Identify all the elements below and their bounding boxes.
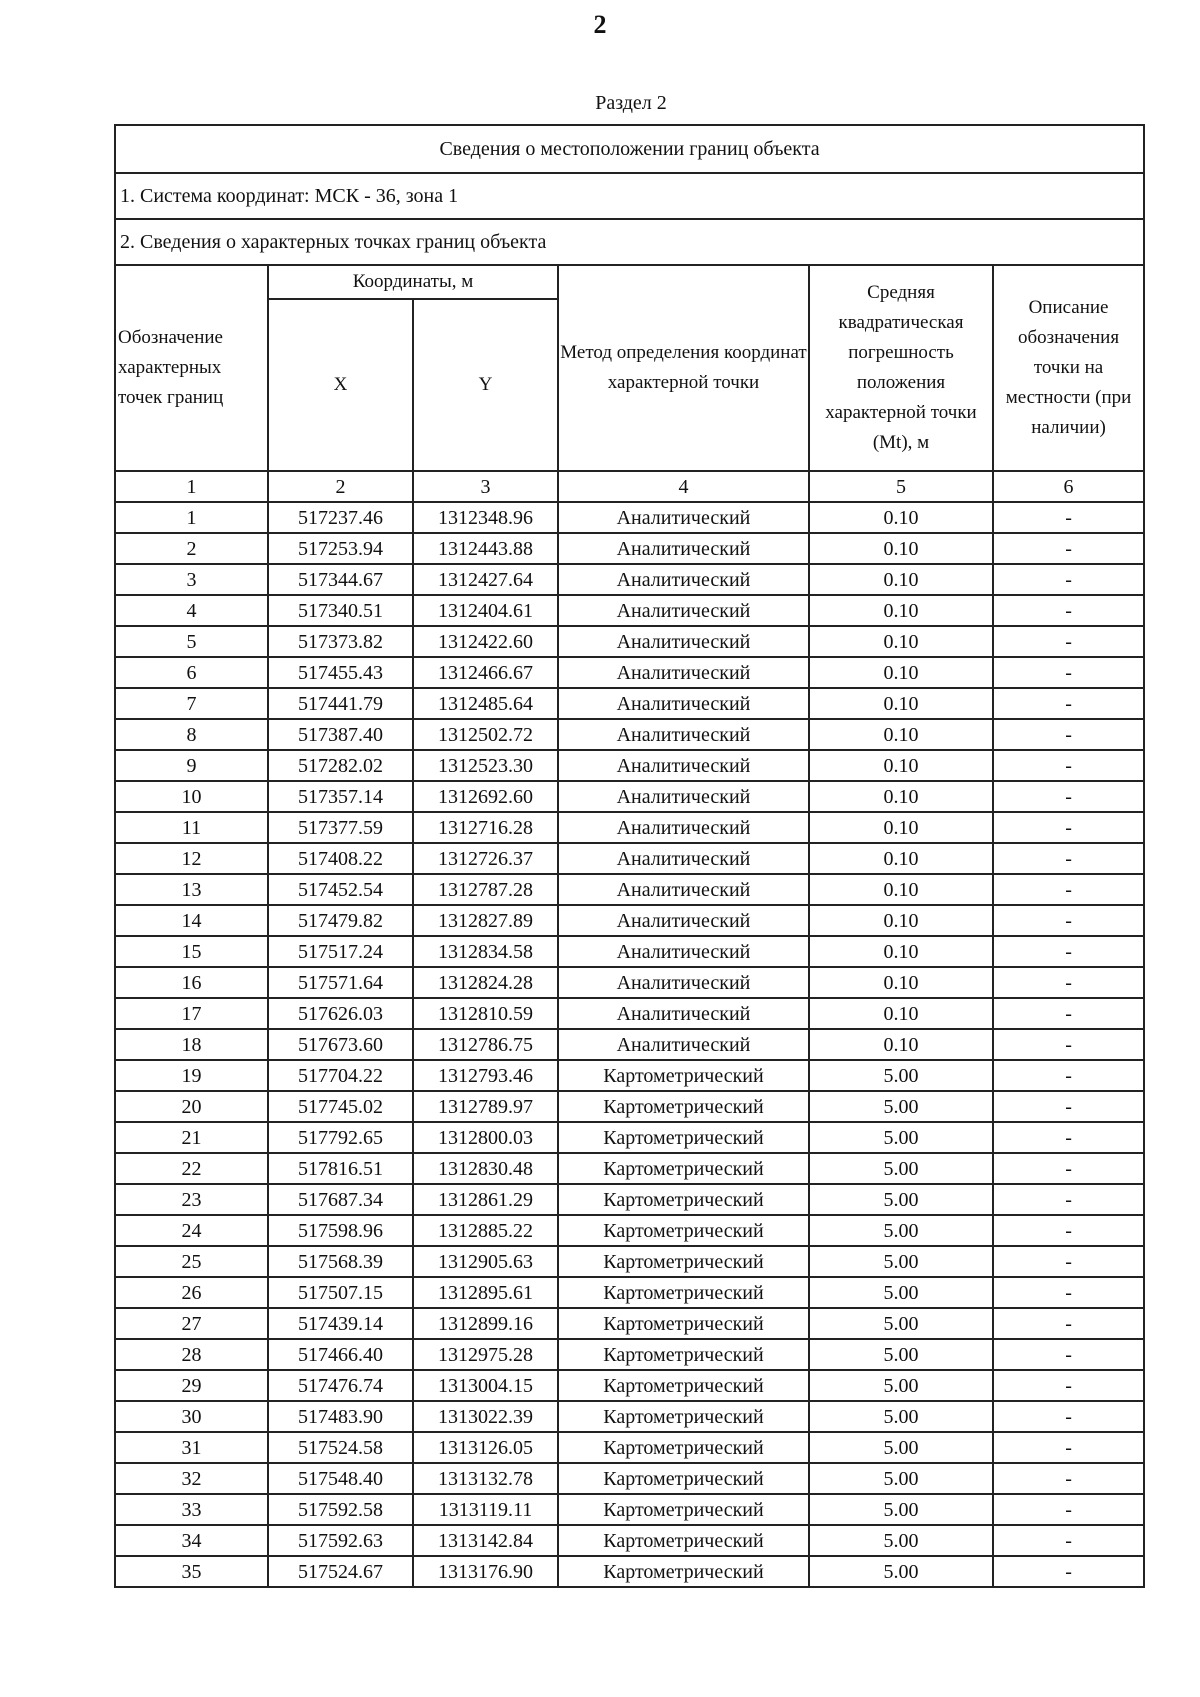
coord-y: 1312466.67 [413,657,558,688]
method: Картометрический [558,1463,809,1494]
description: - [993,1308,1144,1339]
error-mt: 0.10 [809,688,993,719]
description: - [993,1339,1144,1370]
table-row [115,688,1144,719]
coord-y: 1312786.75 [413,1029,558,1060]
error-mt: 0.10 [809,967,993,998]
error-mt: 5.00 [809,1370,993,1401]
point-number: 34 [115,1525,268,1556]
error-mt: 0.10 [809,719,993,750]
table-row [115,967,1144,998]
header-method: Метод определения координат характерной точки [558,265,809,471]
coord-x: 517387.40 [268,719,413,750]
error-mt: 0.10 [809,533,993,564]
description: - [993,1122,1144,1153]
error-mt: 5.00 [809,1494,993,1525]
error-mt: 0.10 [809,781,993,812]
method: Аналитический [558,1029,809,1060]
error-mt: 5.00 [809,1463,993,1494]
description: - [993,874,1144,905]
method: Аналитический [558,502,809,533]
point-number: 32 [115,1463,268,1494]
table-row [115,626,1144,657]
coord-x: 517626.03 [268,998,413,1029]
column-number: 1 [115,471,268,502]
coord-y: 1312895.61 [413,1277,558,1308]
coord-y: 1312834.58 [413,936,558,967]
point-number: 14 [115,905,268,936]
method: Аналитический [558,967,809,998]
coord-x: 517524.58 [268,1432,413,1463]
point-number: 13 [115,874,268,905]
description: - [993,781,1144,812]
table-row [115,1370,1144,1401]
point-number: 20 [115,1091,268,1122]
description: - [993,998,1144,1029]
method: Картометрический [558,1432,809,1463]
point-number: 11 [115,812,268,843]
coord-y: 1312793.46 [413,1060,558,1091]
error-mt: 0.10 [809,843,993,874]
point-number: 10 [115,781,268,812]
point-number: 33 [115,1494,268,1525]
error-mt: 5.00 [809,1339,993,1370]
method: Аналитический [558,998,809,1029]
table-row [115,1556,1144,1587]
coord-y: 1312905.63 [413,1246,558,1277]
table-row [115,657,1144,688]
coord-x: 517568.39 [268,1246,413,1277]
method: Аналитический [558,750,809,781]
coord-y: 1312716.28 [413,812,558,843]
method: Аналитический [558,719,809,750]
point-number: 4 [115,595,268,626]
error-mt: 5.00 [809,1556,993,1587]
error-mt: 5.00 [809,1091,993,1122]
description: - [993,1029,1144,1060]
header-error: Средняя квадратическая погрешность положения характерной точки (Mt), м [809,265,993,471]
point-number: 7 [115,688,268,719]
coord-x: 517479.82 [268,905,413,936]
coord-y: 1313176.90 [413,1556,558,1587]
table-row [115,1525,1144,1556]
error-mt: 0.10 [809,874,993,905]
table-row [115,1215,1144,1246]
description: - [993,1370,1144,1401]
description: - [993,1184,1144,1215]
error-mt: 0.10 [809,812,993,843]
table-row [115,533,1144,564]
column-number: 4 [558,471,809,502]
method: Картометрический [558,1556,809,1587]
error-mt: 0.10 [809,905,993,936]
table-row [115,750,1144,781]
coord-y: 1312975.28 [413,1339,558,1370]
method: Картометрический [558,1122,809,1153]
error-mt: 5.00 [809,1060,993,1091]
point-number: 5 [115,626,268,657]
table-row [115,905,1144,936]
method: Аналитический [558,595,809,626]
error-mt: 5.00 [809,1525,993,1556]
description: - [993,595,1144,626]
description: - [993,967,1144,998]
coord-x: 517507.15 [268,1277,413,1308]
coord-y: 1312861.29 [413,1184,558,1215]
coord-y: 1312810.59 [413,998,558,1029]
error-mt: 5.00 [809,1122,993,1153]
point-number: 2 [115,533,268,564]
coord-y: 1312824.28 [413,967,558,998]
description: - [993,564,1144,595]
coord-y: 1313119.11 [413,1494,558,1525]
error-mt: 0.10 [809,502,993,533]
description: - [993,1494,1144,1525]
coord-y: 1312404.61 [413,595,558,626]
coord-x: 517687.34 [268,1184,413,1215]
header-y: Y [413,299,558,471]
coord-x: 517792.65 [268,1122,413,1153]
point-number: 35 [115,1556,268,1587]
coord-y: 1313142.84 [413,1525,558,1556]
coord-y: 1313132.78 [413,1463,558,1494]
method: Картометрический [558,1153,809,1184]
column-number: 3 [413,471,558,502]
coord-y: 1312885.22 [413,1215,558,1246]
description: - [993,626,1144,657]
coord-x: 517524.67 [268,1556,413,1587]
column-number-row [115,471,1144,502]
coord-y: 1313022.39 [413,1401,558,1432]
point-number: 23 [115,1184,268,1215]
table-row [115,1184,1144,1215]
description: - [993,750,1144,781]
point-number: 21 [115,1122,268,1153]
error-mt: 5.00 [809,1432,993,1463]
error-mt: 5.00 [809,1153,993,1184]
description: - [993,1215,1144,1246]
description: - [993,533,1144,564]
table-row [115,936,1144,967]
coord-y: 1312830.48 [413,1153,558,1184]
method: Картометрический [558,1525,809,1556]
table-row [115,1091,1144,1122]
point-number: 17 [115,998,268,1029]
coord-y: 1312502.72 [413,719,558,750]
coord-x: 517282.02 [268,750,413,781]
method: Аналитический [558,533,809,564]
method: Картометрический [558,1370,809,1401]
coord-y: 1312827.89 [413,905,558,936]
error-mt: 0.10 [809,564,993,595]
coord-x: 517466.40 [268,1339,413,1370]
coord-x: 517816.51 [268,1153,413,1184]
description: - [993,1060,1144,1091]
description: - [993,1277,1144,1308]
coord-x: 517598.96 [268,1215,413,1246]
error-mt: 5.00 [809,1215,993,1246]
coord-y: 1313126.05 [413,1432,558,1463]
table-row [115,719,1144,750]
description: - [993,688,1144,719]
coordinate-system: 1. Система координат: МСК - 36, зона 1 [115,173,1144,219]
description: - [993,1463,1144,1494]
point-number: 15 [115,936,268,967]
description: - [993,657,1144,688]
method: Картометрический [558,1060,809,1091]
error-mt: 5.00 [809,1308,993,1339]
method: Картометрический [558,1339,809,1370]
method: Картометрический [558,1215,809,1246]
table-row [115,1060,1144,1091]
coord-x: 517592.58 [268,1494,413,1525]
column-number: 5 [809,471,993,502]
method: Аналитический [558,781,809,812]
table-title: Сведения о местоположении границ объекта [115,125,1144,173]
table-row [115,781,1144,812]
method: Картометрический [558,1091,809,1122]
coord-y: 1312523.30 [413,750,558,781]
table-row [115,874,1144,905]
header-coordinates: Координаты, м [268,265,558,299]
coord-x: 517373.82 [268,626,413,657]
point-number: 8 [115,719,268,750]
coord-x: 517517.24 [268,936,413,967]
table-row [115,595,1144,626]
error-mt: 0.10 [809,626,993,657]
coord-y: 1312789.97 [413,1091,558,1122]
table-row [115,1246,1144,1277]
method: Аналитический [558,905,809,936]
point-number: 24 [115,1215,268,1246]
method: Аналитический [558,626,809,657]
column-number: 6 [993,471,1144,502]
table-row [115,1401,1144,1432]
table-row [115,1463,1144,1494]
coord-x: 517439.14 [268,1308,413,1339]
description: - [993,812,1144,843]
coord-x: 517704.22 [268,1060,413,1091]
table-row [115,843,1144,874]
method: Аналитический [558,564,809,595]
coord-x: 517237.46 [268,502,413,533]
point-number: 28 [115,1339,268,1370]
error-mt: 5.00 [809,1277,993,1308]
coord-x: 517408.22 [268,843,413,874]
point-number: 12 [115,843,268,874]
method: Картометрический [558,1246,809,1277]
method: Аналитический [558,874,809,905]
table-row [115,564,1144,595]
method: Аналитический [558,812,809,843]
point-number: 16 [115,967,268,998]
point-number: 6 [115,657,268,688]
description: - [993,1091,1144,1122]
error-mt: 0.10 [809,595,993,626]
method: Аналитический [558,688,809,719]
method: Картометрический [558,1401,809,1432]
point-number: 30 [115,1401,268,1432]
table-row [115,1277,1144,1308]
error-mt: 0.10 [809,657,993,688]
coord-x: 517592.63 [268,1525,413,1556]
point-number: 31 [115,1432,268,1463]
point-number: 1 [115,502,268,533]
method: Картометрический [558,1277,809,1308]
method: Картометрический [558,1494,809,1525]
description: - [993,843,1144,874]
coord-y: 1312422.60 [413,626,558,657]
point-number: 22 [115,1153,268,1184]
header-point-designation: Обозначение характерных точек границ [115,265,268,471]
description: - [993,719,1144,750]
point-number: 25 [115,1246,268,1277]
boundary-points-table [114,124,1145,1588]
description: - [993,1525,1144,1556]
coord-x: 517340.51 [268,595,413,626]
coord-y: 1312348.96 [413,502,558,533]
coord-x: 517441.79 [268,688,413,719]
coord-x: 517452.54 [268,874,413,905]
table-row [115,998,1144,1029]
coord-x: 517673.60 [268,1029,413,1060]
description: - [993,1556,1144,1587]
coord-x: 517377.59 [268,812,413,843]
table-row [115,1122,1144,1153]
method: Картометрический [558,1308,809,1339]
coord-y: 1313004.15 [413,1370,558,1401]
point-number: 18 [115,1029,268,1060]
header-description: Описание обозначения точки на местности (при наличии) [993,265,1144,471]
table-row [115,1153,1144,1184]
error-mt: 5.00 [809,1246,993,1277]
description: - [993,1432,1144,1463]
point-number: 3 [115,564,268,595]
description: - [993,905,1144,936]
method: Картометрический [558,1184,809,1215]
error-mt: 0.10 [809,936,993,967]
error-mt: 0.10 [809,750,993,781]
description: - [993,502,1144,533]
coord-y: 1312427.64 [413,564,558,595]
method: Аналитический [558,657,809,688]
method: Аналитический [558,843,809,874]
table-row [115,1494,1144,1525]
coord-y: 1312899.16 [413,1308,558,1339]
table-row [115,1432,1144,1463]
coord-x: 517548.40 [268,1463,413,1494]
coord-x: 517455.43 [268,657,413,688]
coord-y: 1312692.60 [413,781,558,812]
description: - [993,1246,1144,1277]
point-number: 27 [115,1308,268,1339]
method: Аналитический [558,936,809,967]
point-number: 26 [115,1277,268,1308]
point-number: 9 [115,750,268,781]
coord-y: 1312726.37 [413,843,558,874]
coord-x: 517344.67 [268,564,413,595]
table-row [115,502,1144,533]
error-mt: 0.10 [809,1029,993,1060]
description: - [993,1153,1144,1184]
coord-y: 1312787.28 [413,874,558,905]
column-number: 2 [268,471,413,502]
error-mt: 5.00 [809,1184,993,1215]
coord-y: 1312443.88 [413,533,558,564]
table-row [115,1339,1144,1370]
coord-x: 517357.14 [268,781,413,812]
coord-x: 517253.94 [268,533,413,564]
table-row [115,812,1144,843]
section-label: Раздел 2 [595,92,667,114]
error-mt: 5.00 [809,1401,993,1432]
table-row [115,1029,1144,1060]
table-row [115,1308,1144,1339]
points-heading: 2. Сведения о характерных точках границ объекта [115,219,1144,265]
error-mt: 0.10 [809,998,993,1029]
coord-y: 1312800.03 [413,1122,558,1153]
coord-x: 517745.02 [268,1091,413,1122]
description: - [993,1401,1144,1432]
point-number: 19 [115,1060,268,1091]
header-x: X [268,299,413,471]
description: - [993,936,1144,967]
coord-x: 517483.90 [268,1401,413,1432]
coord-x: 517476.74 [268,1370,413,1401]
coord-y: 1312485.64 [413,688,558,719]
point-number: 29 [115,1370,268,1401]
coord-x: 517571.64 [268,967,413,998]
page-number: 2 [593,10,607,39]
